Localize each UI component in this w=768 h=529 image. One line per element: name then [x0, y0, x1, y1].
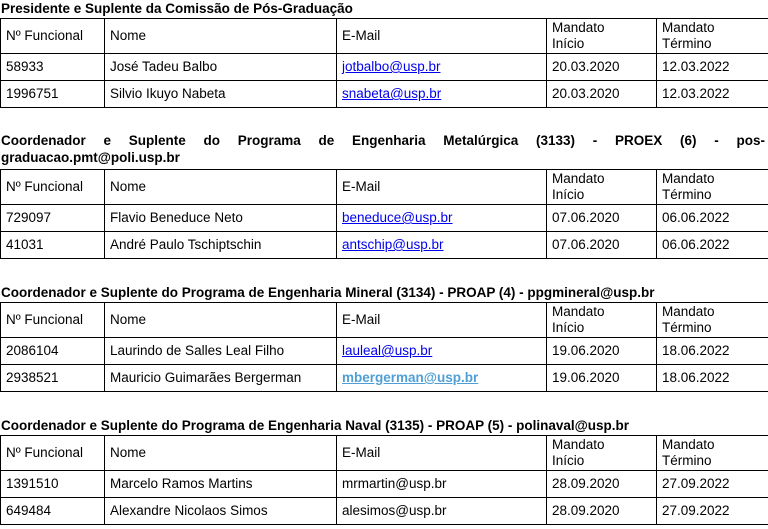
cell-nome: André Paulo Tschiptschin: [105, 232, 337, 259]
table-row: [1, 81, 768, 108]
email-link[interactable]: lauleal@usp.br: [342, 343, 433, 358]
cell-email: [337, 81, 547, 108]
email-text: alesimos@usp.br: [342, 503, 447, 518]
cell-funcional: 2938521: [1, 365, 105, 392]
cell-termino: 27.09.2022: [657, 471, 768, 498]
cell-email: [337, 232, 547, 259]
column-header-inicio: Mandato Início: [547, 436, 657, 471]
table-row: [1, 338, 768, 365]
members-table: [0, 435, 768, 525]
cell-nome: Flavio Beneduce Neto: [105, 205, 337, 232]
cell-email: [337, 498, 547, 525]
cell-inicio: 19.06.2020: [547, 338, 657, 365]
section-mineral: [0, 284, 768, 301]
cell-funcional: 58933: [1, 54, 105, 81]
table-row: [1, 205, 768, 232]
members-table: [0, 18, 768, 108]
email-text: mrmartin@usp.br: [342, 476, 447, 491]
cell-inicio: 20.03.2020: [547, 81, 657, 108]
email-link[interactable]: snabeta@usp.br: [342, 86, 442, 101]
column-header-termino: Mandato Término: [657, 19, 768, 54]
cell-funcional: 41031: [1, 232, 105, 259]
column-header-inicio: Mandato Início: [547, 19, 657, 54]
column-header-termino: Mandato Término: [657, 170, 768, 205]
email-link[interactable]: beneduce@usp.br: [342, 210, 453, 225]
column-header-funcional: Nº Funcional: [1, 436, 105, 471]
cell-funcional: 649484: [1, 498, 105, 525]
table-row: [1, 498, 768, 525]
column-header-funcional: Nº Funcional: [1, 170, 105, 205]
cell-funcional: 1996751: [1, 81, 105, 108]
section-heading: Presidente e Suplente da Comissão de Pós-Graduação: [1, 1, 353, 16]
cell-termino: 12.03.2022: [657, 54, 768, 81]
table-row: [1, 232, 768, 259]
section-heading: Coordenador e Suplente do Programa de Engenharia Naval (3135) - PROAP (5) - polinaval@usp.br: [1, 418, 630, 433]
column-header-email: E-Mail: [337, 170, 547, 205]
email-link[interactable]: jotbalbo@usp.br: [342, 59, 441, 74]
cell-inicio: 07.06.2020: [547, 232, 657, 259]
cell-termino: 06.06.2022: [657, 205, 768, 232]
column-header-nome: Nome: [105, 19, 337, 54]
cell-termino: 27.09.2022: [657, 498, 768, 525]
cell-funcional: 2086104: [1, 338, 105, 365]
column-header-funcional: Nº Funcional: [1, 303, 105, 338]
table-header-row: [1, 170, 768, 205]
cell-email: [337, 205, 547, 232]
column-header-termino: Mandato Término: [657, 303, 768, 338]
column-header-inicio: Mandato Início: [547, 170, 657, 205]
column-header-email: E-Mail: [337, 303, 547, 338]
column-header-inicio: Mandato Início: [547, 303, 657, 338]
cell-email: [337, 471, 547, 498]
cell-nome: Marcelo Ramos Martins: [105, 471, 337, 498]
cell-email: [337, 338, 547, 365]
table-header-row: [1, 303, 768, 338]
section-naval: [0, 417, 768, 434]
table-row: [1, 471, 768, 498]
cell-email: [337, 54, 547, 81]
cell-inicio: 20.03.2020: [547, 54, 657, 81]
table-row: [1, 54, 768, 81]
email-link[interactable]: antschip@usp.br: [342, 237, 444, 252]
column-header-email: E-Mail: [337, 19, 547, 54]
cell-termino: 12.03.2022: [657, 81, 768, 108]
column-header-email: E-Mail: [337, 436, 547, 471]
table-header-row: [1, 436, 768, 471]
cell-nome: Laurindo de Salles Leal Filho: [105, 338, 337, 365]
column-header-funcional: Nº Funcional: [1, 19, 105, 54]
cell-termino: 06.06.2022: [657, 232, 768, 259]
column-header-nome: Nome: [105, 436, 337, 471]
section-presidente-suplente: [0, 0, 768, 17]
cell-inicio: 19.06.2020: [547, 365, 657, 392]
cell-email: [337, 365, 547, 392]
cell-nome: Mauricio Guimarães Bergerman: [105, 365, 337, 392]
cell-nome: Alexandre Nicolaos Simos: [105, 498, 337, 525]
section-heading: Coordenador e Suplente do Programa de Engenharia Metalúrgica (3133) - PROEX (6) - pos- graduacao.pmt@poli.usp.br: [1, 133, 765, 165]
column-header-nome: Nome: [105, 170, 337, 205]
table-header-row: [1, 19, 768, 54]
column-header-nome: Nome: [105, 303, 337, 338]
members-table: [0, 169, 768, 259]
column-header-termino: Mandato Término: [657, 436, 768, 471]
section-metalurgica: [0, 132, 768, 166]
cell-nome: Silvio Ikuyo Nabeta: [105, 81, 337, 108]
cell-inicio: 28.09.2020: [547, 498, 657, 525]
cell-funcional: 729097: [1, 205, 105, 232]
cell-funcional: 1391510: [1, 471, 105, 498]
cell-termino: 18.06.2022: [657, 365, 768, 392]
email-link[interactable]: mbergerman@usp.br: [342, 370, 479, 385]
cell-nome: José Tadeu Balbo: [105, 54, 337, 81]
cell-inicio: 07.06.2020: [547, 205, 657, 232]
cell-termino: 18.06.2022: [657, 338, 768, 365]
section-heading: Coordenador e Suplente do Programa de Engenharia Mineral (3134) - PROAP (4) - ppgmineral@usp.br: [1, 285, 655, 300]
table-row: [1, 365, 768, 392]
members-table: [0, 302, 768, 392]
cell-inicio: 28.09.2020: [547, 471, 657, 498]
